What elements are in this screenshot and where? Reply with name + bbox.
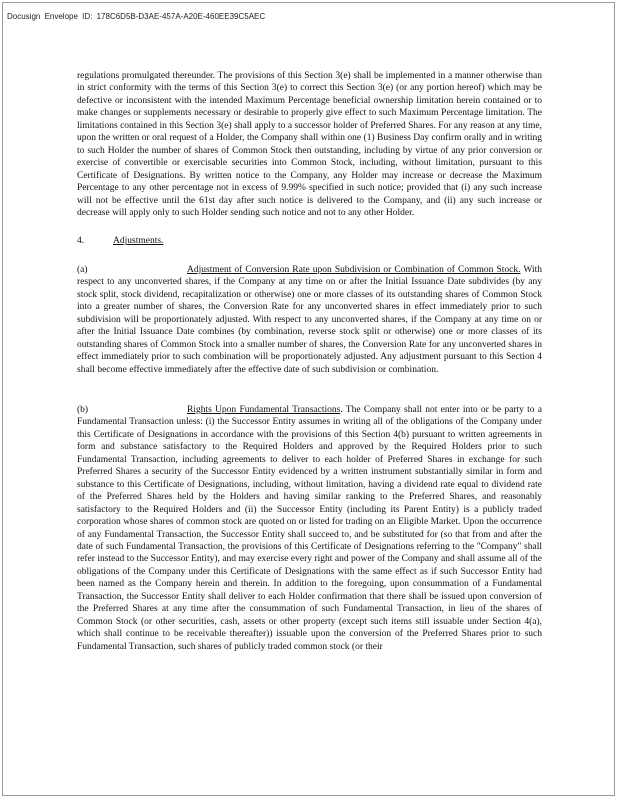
continued-paragraph: regulations promulgated thereunder. The provisions of this Section 3(e) shall be implemented in a manner otherwise than in strict conformity with the terms of this Section 3(e) to correct this Section 3(e) (or any portion hereof) which may be defective or inconsistent with the intended Maximum Percentage beneficial ownership limitation herein contained or to make changes or supplements necessary or desirable to properly give effect to such Maximum Percentage limitation. The limitations contained in this Section 3(e) shall apply to a successor holder of Preferred Shares. For any reason at any time, upon the written or oral request of a Holder, the Company shall within one (1) Business Day confirm orally and in writing to such Holder the number of shares of Common Stock then outstanding, including by virtue of any prior conversion or exercise of convertible or exercisable securities into Common Stock, including, without limitation, pursuant to this Certificate of Designations. By written notice to the Company, any Holder may increase or decrease the Maximum Percentage to any other percentage not in excess of 9.99% specified in such notice; provided that (i) any such increase will not be effective until the 61st day after such notice is delivered to the Company, and (ii) any such increase or decrease will apply only to such Holder sending such notice and not to any other Holder.: [77, 71, 542, 218]
subsection-b: [77, 404, 542, 653]
document-body: [77, 70, 542, 653]
section-number: 4.: [77, 236, 85, 247]
subsection-b-title: Rights Upon Fundamental Transactions: [187, 404, 341, 415]
docusign-envelope-id: Docusign Envelope ID: 178C6D5B-D3AE-457A-A20E-460EE39C5AEC: [7, 12, 266, 21]
subsection-a-body: With respect to any unconverted shares, if the Company at any time on or after the Initial Issuance Date subdivides (by any stock split, stock dividend, recapitalization or otherwise) one or more classes of its outstanding shares of Common Stock into a greater number of shares, the Conversion Rate for any unconverted shares in effect immediately prior to such subdivision will be proportionately adjusted. With respect to any unconverted shares, if the Company at any time on or after the Initial Issuance Date combines (by combination, reverse stock split or otherwise) one or more classes of its outstanding shares of Common Stock into a smaller number of shares, the Conversion Rate for any unconverted shares in effect immediately prior to such combination will be proportionately adjusted. Any adjustment pursuant to this Section 4 shall become effective immediately after the effective date of such subdivision or combination.: [77, 264, 542, 375]
subsection-a: [77, 264, 542, 376]
subsection-a-label: (a): [77, 264, 88, 275]
section-title: Adjustments.: [113, 236, 164, 247]
subsection-b-label: (b): [77, 404, 89, 415]
subsection-b-body: . The Company shall not enter into or be party to a Fundamental Transaction unless: (i) the Successor Entity assumes in writing all of the obligations of the Company under this Certificate of Designations in accordance with the provisions of this Section 4(b) pursuant to written agreements in form and substance satisfactory to the Required Holders and approved by the Required Holders prior to such Fundamental Transaction, including agreements to deliver to each holder of Preferred Shares in exchange for such Preferred Shares a security of the Successor Entity evidenced by a written instrument substantially similar in form and substance to this Certificate of Designations, including, without limitation, having a dividend rate equal to dividend rate of the Preferred Shares held by the Holders and having similar ranking to the Preferred Shares, and reasonably satisfactory to the Required Holders and (ii) the Successor Entity (including its Parent Entity) is a publicly traded corporation whose shares of common stock are quoted on or listed for trading on an Eligible Market. Upon the occurrence of any Fundamental Transaction, the Successor Entity shall succeed to, and be substituted for (so that from and after the date of such Fundamental Transaction, the provisions of this Certificate of Designations referring to the "Company" shall refer instead to the Successor Entity), and may exercise every right and power of the Company and shall assume all of the obligations of the Company under this Certificate of Designations with the same effect as if such Successor Entity had been named as the Company herein and therein. In addition to the foregoing, upon consummation of a Fundamental Transaction, the Successor Entity shall deliver to each Holder confirmation that there shall be issued upon conversion of the Preferred Shares at any time after the consummation of such Fundamental Transaction, in lieu of the shares of Common Stock (or other securities, cash, assets or other property (except such items still issuable under Section 4(a), which shall continue to be receivable thereafter)) issuable upon the conversion of the Preferred Shares prior to such Fundamental Transaction, such shares of publicly traded common stock (or their: [77, 404, 542, 652]
subsection-a-title: Adjustment of Conversion Rate upon Subdivision or Combination of Common Stock.: [187, 264, 521, 275]
section-4-heading: [77, 235, 542, 247]
